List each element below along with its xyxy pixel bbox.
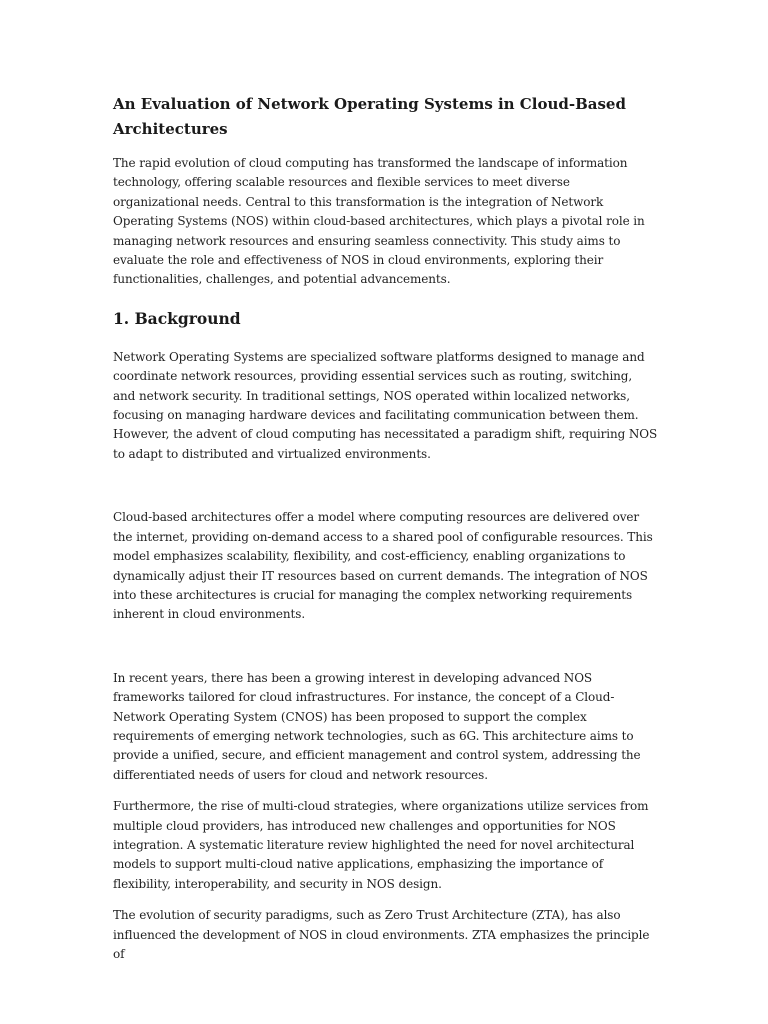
section-heading-background: 1. Background xyxy=(113,308,241,328)
document-page xyxy=(113,92,658,964)
body-paragraph-4: Furthermore, the rise of multi-cloud strategies, where organizations utilize services from multiple cloud providers, has introduced new challenges and opportunities for NOS integration. A systematic literature review highlighted the need for novel architectural models to support multi-cloud native applications, emphasizing the importance of flexibility, interoperability, and security in NOS design. xyxy=(113,799,649,891)
intro-paragraph: The rapid evolution of cloud computing has transformed the landscape of information technology, offering scalable resources and flexible services to meet diverse organizational needs. Central to this transformation is the integration of Network Operating Systems (NOS) within cloud-based architectures, which plays a pivotal role in managing network resources and ensuring seamless connectivity. This study aims to evaluate the role and effectiveness of NOS in cloud environments, exploring their functionalities, challenges, and potential advancements. xyxy=(113,156,645,287)
body-paragraph-3: In recent years, there has been a growing interest in developing advanced NOS frameworks tailored for cloud infrastructures. For instance, the concept of a Cloud-Network Operating System (CNOS) has been proposed to support the complex requirements of emerging network technologies, such as 6G. This architecture aims to provide a unified, secure, and efficient management and control system, addressing the differentiated needs of users for cloud and network resources. xyxy=(113,670,641,782)
body-paragraph-5: The evolution of security paradigms, such as Zero Trust Architecture (ZTA), has also influenced the development of NOS in cloud environments. ZTA emphasizes the principle of xyxy=(113,908,650,961)
body-paragraph-2: Cloud-based architectures offer a model where computing resources are delivered over the internet, providing on-demand access to a shared pool of configurable resources. This model emphasizes scalability, flexibility, and cost-efficiency, enabling organizations to dynamically adjust their IT resources based on current demands. The integration of NOS into these architectures is crucial for managing the complex networking requirements inherent in cloud environments. xyxy=(113,510,653,622)
document-title: An Evaluation of Network Operating Systems in Cloud-Based Architectures xyxy=(113,95,626,138)
body-paragraph-1: Network Operating Systems are specialized software platforms designed to manage and coordinate network resources, providing essential services such as routing, switching, and network security. In traditional settings, NOS operated within localized networks, focusing on managing hardware devices and facilitating communication between them. However, the advent of cloud computing has necessitated a paradigm shift, requiring NOS to adapt to distributed and virtualized environments. xyxy=(113,349,658,461)
